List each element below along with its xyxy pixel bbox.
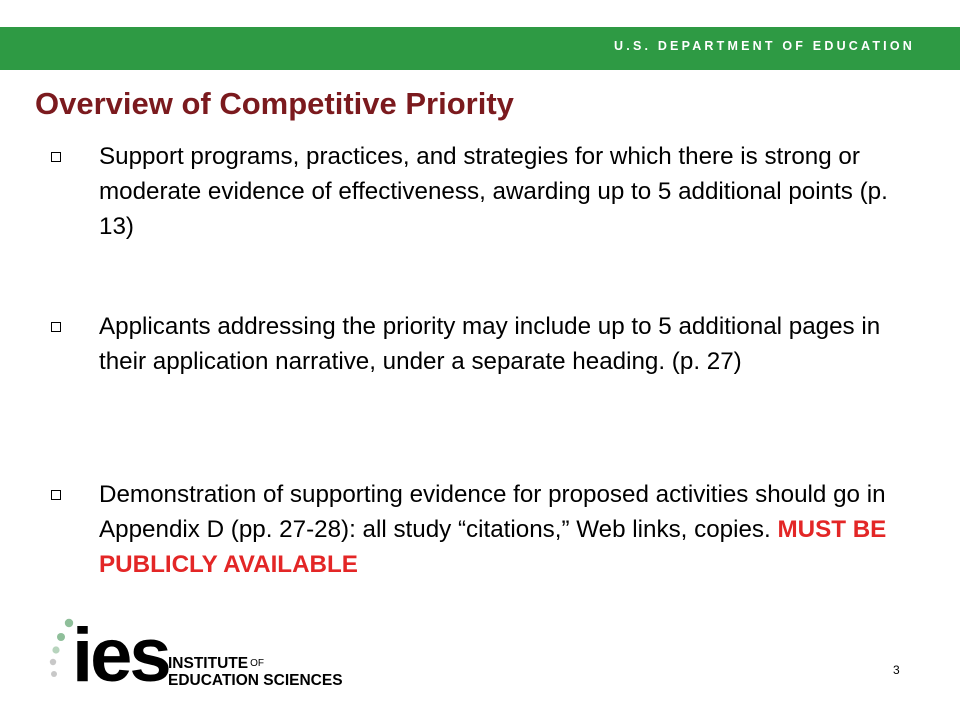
bullet-text-body: Demonstration of supporting evidence for proposed activities should go in Appendix D (pp. 27-28): all study “citations,” Web links, copies. xyxy=(99,481,886,543)
bullet-text: Applicants addressing the priority may include up to 5 additional pages in their application narrative, under a separate heading. (p. 27) xyxy=(99,313,881,375)
bullet-text xyxy=(99,477,889,582)
emphasis-text: MUST BE PUBLICLY AVAILABLE xyxy=(99,516,887,578)
logo-line-education-sciences: EDUCATION SCIENCES xyxy=(168,672,343,689)
logo-line-institute xyxy=(168,656,264,672)
logo-of-text: OF xyxy=(250,658,264,669)
logo-institute-text: INSTITUTE xyxy=(168,655,249,672)
hollow-square-bullet-icon xyxy=(51,322,61,332)
bullet-text: Support programs, practices, and strategies for which there is strong or moderate evidence of effectiveness, awarding up to 5 additional points (p. 13) xyxy=(99,143,888,240)
logo-wordmark: ies xyxy=(72,613,169,698)
ies-logo xyxy=(46,612,356,698)
slide-title: Overview of Competitive Priority xyxy=(35,86,514,121)
hollow-square-bullet-icon xyxy=(51,490,61,500)
header-band xyxy=(0,27,960,70)
hollow-square-bullet-icon xyxy=(51,152,61,162)
page-number: 3 xyxy=(893,663,900,677)
department-label: U.S. DEPARTMENT OF EDUCATION xyxy=(614,39,915,53)
